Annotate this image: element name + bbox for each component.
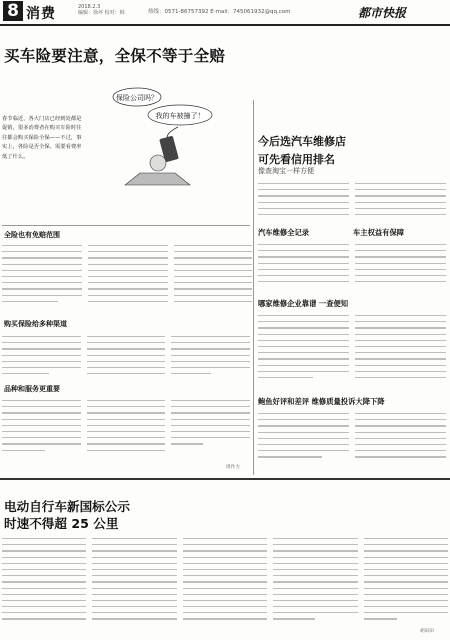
- section-rule: [0, 478, 450, 480]
- subhead-1: 全险也有免赔范围: [4, 231, 60, 239]
- main-byline: 周作力: [226, 465, 240, 470]
- paper-logo: 都市快报: [358, 6, 407, 20]
- main-body-section2: [2, 333, 250, 383]
- subhead-3: 品种和服务更重要: [4, 385, 60, 393]
- bike-byline: 胡田田: [420, 629, 434, 634]
- sidebar-subhead: 像查淘宝一样方便: [258, 167, 314, 175]
- masthead: [0, 0, 450, 24]
- bike-body: [2, 535, 448, 633]
- main-body-col1: [2, 242, 82, 316]
- bubble-right-text: 我的车被撞了！: [155, 112, 205, 120]
- sidebar-body-4: [258, 410, 446, 472]
- sidebar-body-1: [258, 180, 446, 224]
- page-number: 8: [3, 1, 23, 21]
- bike-headline-line1: 电动自行车新国标公示: [4, 499, 130, 514]
- bike-headline-line2: 时速不得超 25 公里: [4, 516, 119, 531]
- main-body-col3: [174, 242, 252, 316]
- sidebar-body-2: [258, 241, 446, 293]
- sidebar-subhead-2: 车主权益有保障: [353, 228, 405, 237]
- sidebar-subhead-4: 鲍鱼好评和差评 维修质量投诉大降下降: [258, 397, 385, 406]
- main-body-col2: [88, 242, 168, 316]
- hand-icon: [150, 155, 166, 171]
- section-title: 消费: [26, 6, 56, 22]
- masthead-rule: [0, 24, 450, 26]
- sidebar-headline-line1: 今后选汽车维修店: [258, 135, 346, 148]
- sidebar-headline-line2: 可先看信用排名: [258, 153, 335, 166]
- sidebar-subhead-1: 汽车维修全记录: [258, 228, 310, 237]
- story-divider: [2, 225, 250, 226]
- sidebar-subhead-3: 哪家维修企业靠谱 一查便知: [258, 299, 349, 308]
- car-icon: [125, 173, 190, 185]
- hotline: 热线：0571-86757392 E-mail：745061932@qq.com: [148, 9, 291, 15]
- main-lede: 春节临近，各大门店已经到处都是促销，很多消费者在购买车险时往往都会购买保险全保——不过，事实上，各险是否全保，需要看费率低了什么。: [2, 116, 82, 160]
- main-body-section3: [2, 397, 250, 465]
- phone-car-illustration: [110, 75, 220, 195]
- bubble-left-text: 保险公司吗？: [116, 94, 158, 102]
- column-divider: [253, 100, 254, 475]
- subhead-2: 购买保险给多种渠道: [4, 320, 67, 328]
- main-headline: 买车险要注意，全保不等于全赔: [4, 47, 226, 65]
- sidebar-body-3: [258, 312, 446, 394]
- date-line: 2018.2.3 编辑：徐坏 校对：韩: [78, 4, 125, 16]
